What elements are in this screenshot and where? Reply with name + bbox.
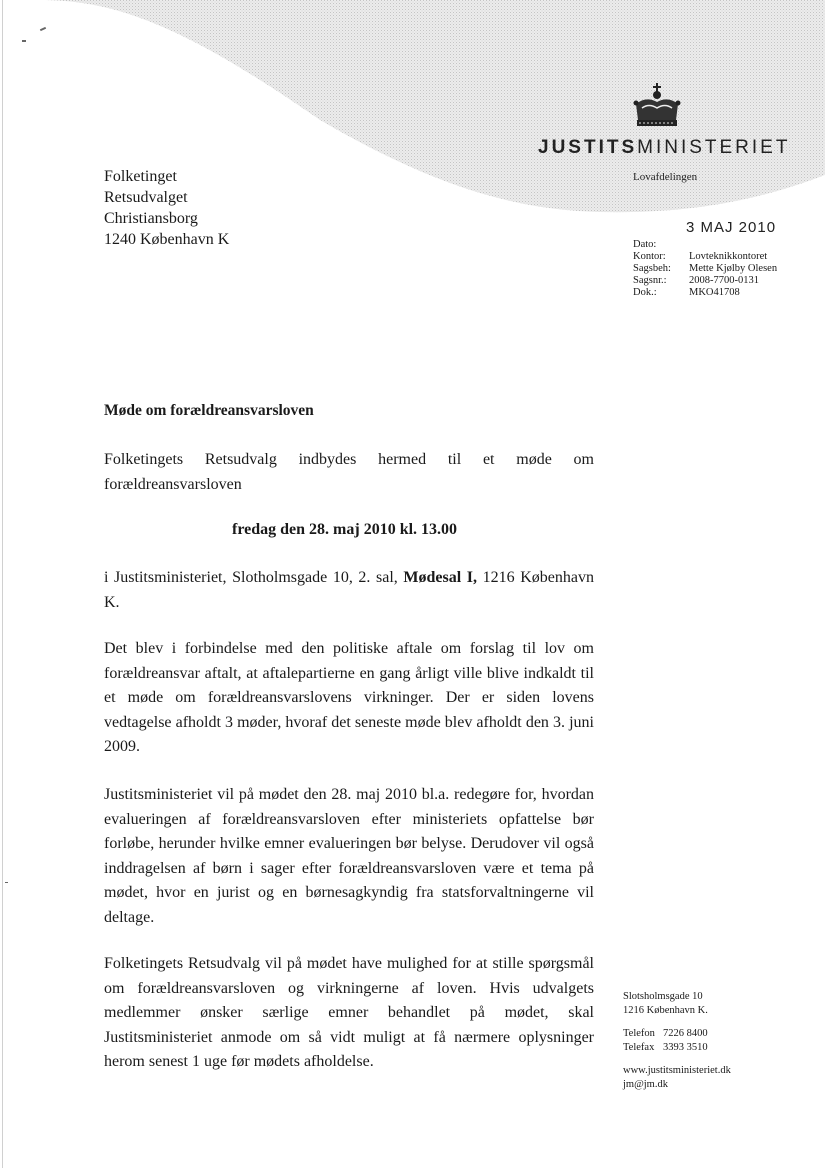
letter-subject: Møde om forældreansvarsloven — [104, 402, 314, 419]
meta-label: Sagsnr.: — [633, 275, 667, 286]
meta-value: 2008-7700-0131 — [689, 275, 759, 286]
paragraph-agenda: Justitsministeriet vil på mødet den 28. maj 2010 bl.a. redegøre for, hvordan evalueringen af forældreansvarsloven efter ministeriets opfattelse bør forløbe, herunder hvilke emner evalueringen bør belyse. Derudover vil også inddragelsen af børn i sager efter forældreansvarsloven være et tema på mødet, hvor en jurist og en børnesagkyndig fra statsforvaltningerne vil deltage. — [104, 786, 594, 926]
date-stamp: 3 MAJ 2010 — [686, 219, 777, 236]
recipient-line: 1240 København K — [104, 231, 230, 248]
ministry-name-rest: MINISTERIET — [637, 137, 791, 158]
meta-value: Mette Kjølby Olesen — [689, 263, 778, 274]
meta-value: MKO41708 — [689, 287, 740, 298]
royal-crown-icon — [630, 82, 684, 132]
ministry-name-bold: JUSTITS — [538, 137, 638, 158]
paragraph-background: Det blev i forbindelse med den politiske aftale om forslag til lov om forældreansvar aftalt, at aftalepartierne en gang årligt ville blive indkaldt til et møde om forældreansvarslovens virkninger. Der er siden lovens vedtagelse afholdt 3 møder, hvoraf det seneste møde blev afholdt den 3. juni 2009. — [104, 640, 594, 755]
case-metadata — [633, 239, 777, 299]
ministry-name — [538, 137, 790, 159]
address-city: 1216 København K. — [623, 1004, 708, 1016]
meta-label: Sagsbeh: — [633, 263, 671, 274]
paragraph-location — [104, 566, 594, 615]
scan-speck — [5, 882, 8, 883]
scan-edge-line — [2, 0, 3, 1168]
meta-label: Dok.: — [633, 287, 657, 298]
ministry-contact-info — [623, 990, 731, 1091]
recipient-address — [104, 166, 229, 250]
meeting-time: fredag den 28. maj 2010 kl. 13.00 — [232, 521, 458, 538]
email-link[interactable]: jm@jm.dk — [623, 1078, 668, 1090]
fax-label: Telefax — [623, 1041, 655, 1053]
recipient-line: Christiansborg — [104, 210, 198, 227]
paragraph-invitation: Folketingets Retsudvalg indbydes hermed til et møde om forældreansvarsloven — [104, 451, 594, 493]
meeting-room: Mødesal I, — [403, 569, 478, 586]
meta-label: Kontor: — [633, 251, 666, 262]
location-city: 1216 København K. — [104, 569, 595, 611]
paragraph-questions: Folketingets Retsudvalg vil på mødet have mulighed for at stille spørgsmål om forældreansvarsloven og virkningerne af loven. Hvis udvalgets medlemmer ønsker særlige emner behandlet på mødet, skal Justitsministeriet anmode om så vidt muligt at få nærmere oplysninger herom senest 1 uge før mødets afholdelse. — [104, 955, 594, 1070]
scan-speck — [22, 40, 26, 42]
address-street: Slotsholmsgade 10 — [623, 991, 703, 1002]
department-name: Lovafdelingen — [633, 171, 698, 183]
fax-value: 3393 3510 — [663, 1041, 708, 1053]
recipient-line: Folketinget — [104, 168, 177, 185]
meta-value: Lovteknikkontoret — [689, 251, 768, 262]
phone-value: 7226 8400 — [663, 1028, 708, 1039]
phone-label: Telefon — [623, 1028, 655, 1039]
location-text: i Justitsministeriet, Slotholmsgade 10, 2. sal, — [104, 569, 398, 586]
recipient-line: Retsudvalget — [104, 189, 188, 206]
meta-label: Dato: — [633, 239, 657, 250]
website-link[interactable]: www.justitsministeriet.dk — [623, 1065, 731, 1076]
